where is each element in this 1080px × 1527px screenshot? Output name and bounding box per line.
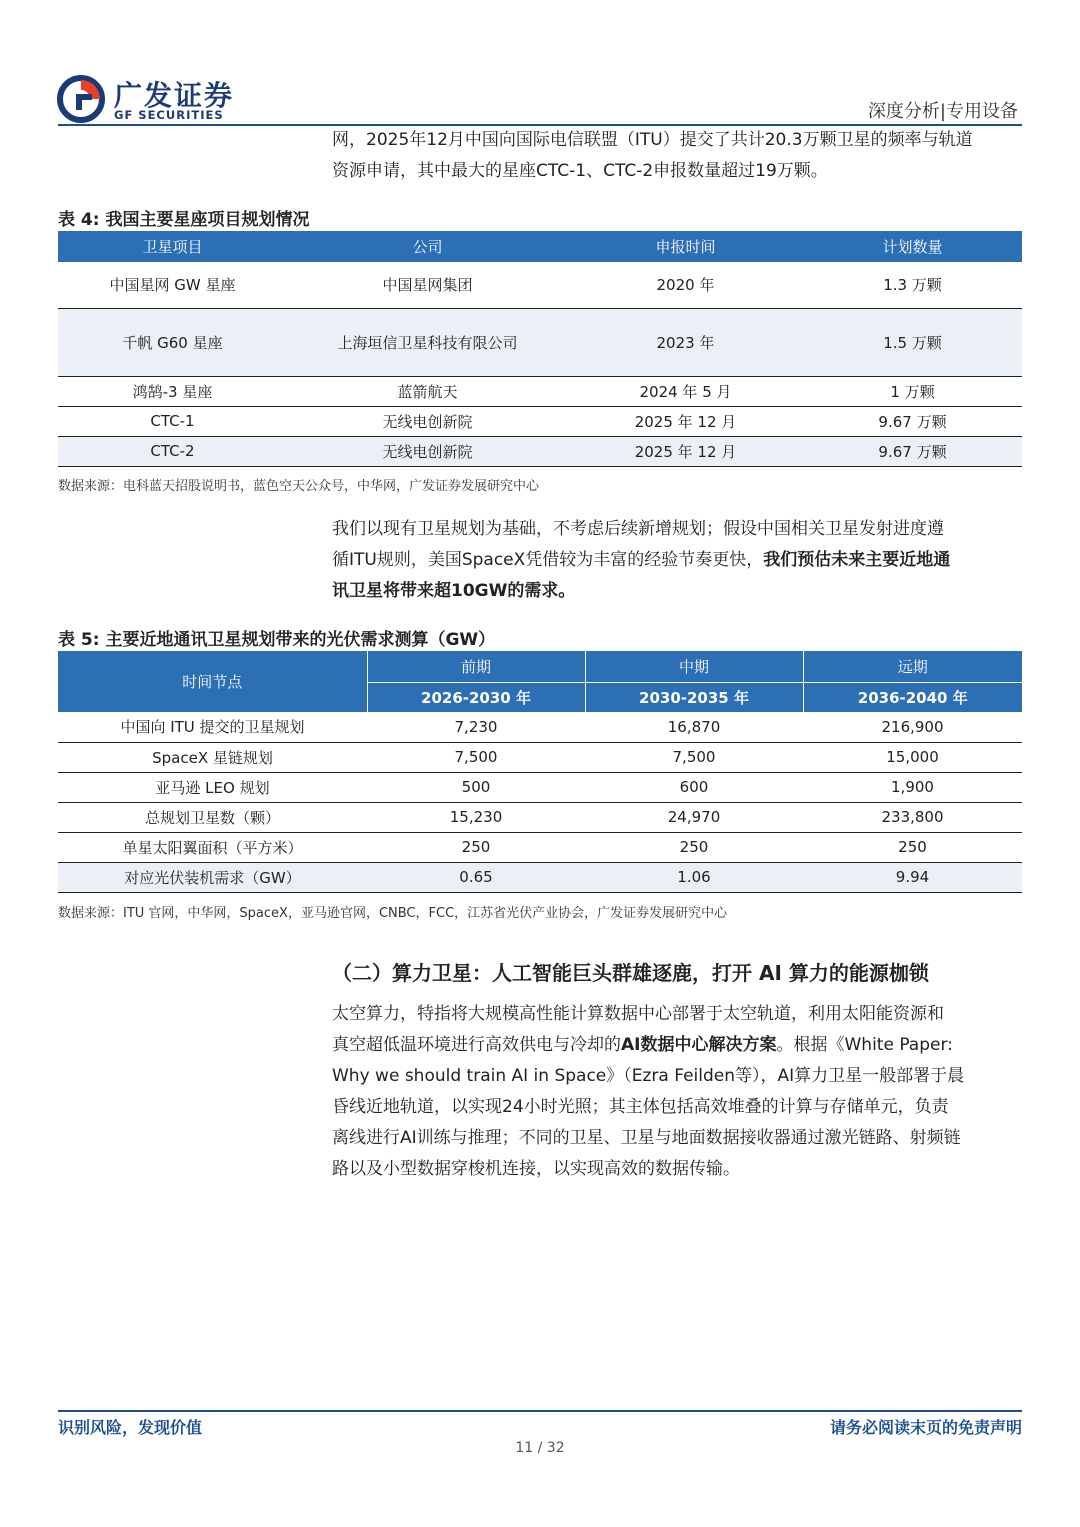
table-row bbox=[58, 308, 1022, 376]
intro-line-2: 资源申请，其中最大的星座CTC-1、CTC-2申报数量超过19万颗。 bbox=[332, 161, 828, 181]
table-cell: 无线电创新院 bbox=[382, 442, 473, 461]
report-category: 深度分析|专用设备 bbox=[867, 101, 1018, 122]
table-cell: 1,900 bbox=[891, 778, 934, 796]
table-row bbox=[58, 832, 1022, 862]
intro-paragraph bbox=[332, 125, 1022, 187]
table5-period-header: 2030-2035 年 bbox=[585, 682, 803, 712]
table-cell: 233,800 bbox=[881, 808, 944, 826]
table5-group-header: 前期 bbox=[367, 651, 585, 682]
table5-header-time: 时间节点 bbox=[58, 651, 367, 712]
table-cell: 250 bbox=[679, 838, 709, 856]
table5-period-header: 2036-2040 年 bbox=[803, 682, 1022, 712]
section-line-5: 离线进行AI训练与推理；不同的卫星、卫星与地面数据接收器通过激光链路、射频链 bbox=[332, 1128, 961, 1148]
table4-header-cell: 卫星项目 bbox=[58, 231, 287, 262]
table-row bbox=[58, 262, 1022, 308]
table5-caption: 表 5: 主要近地通讯卫星规划带来的光伏需求测算（GW） bbox=[58, 630, 496, 650]
table-cell: 16,870 bbox=[667, 717, 721, 736]
table-row bbox=[58, 376, 1022, 406]
table-cell: 9.67 万颗 bbox=[878, 412, 947, 431]
logo-text-cn: 广发证券 bbox=[114, 79, 235, 112]
table-cell: 600 bbox=[679, 778, 709, 796]
table-cell: 中国向 ITU 提交的卫星规划 bbox=[120, 718, 305, 737]
table-cell: 250 bbox=[461, 838, 491, 856]
table-row bbox=[58, 742, 1022, 772]
table-row bbox=[58, 406, 1022, 436]
section-line-2 bbox=[332, 1030, 1022, 1061]
table-cell: 7,230 bbox=[454, 717, 498, 736]
table-cell: 对应光伏装机需求（GW） bbox=[124, 868, 301, 887]
footer-divider bbox=[58, 1410, 1022, 1412]
estimate-text: 循ITU规则，美国SpaceX凭借较为丰富的经验节奏更快， bbox=[332, 550, 764, 570]
footer-disclaimer: 请务必阅读末页的免责声明 bbox=[829, 1418, 1022, 1437]
table-cell: 24,970 bbox=[667, 808, 721, 826]
table-cell: 1.06 bbox=[677, 868, 711, 886]
table-cell: 单星太阳翼面积（平方米） bbox=[122, 838, 303, 857]
table-cell: 500 bbox=[461, 778, 491, 796]
table-cell: 亚马逊 LEO 规划 bbox=[155, 778, 270, 797]
intro-line-1: 网，2025年12月中国向国际电信联盟（ITU）提交了共计20.3万颗卫星的频率与轨道 bbox=[332, 130, 973, 150]
table-cell: 上海垣信卫星科技有限公司 bbox=[337, 333, 518, 352]
table-cell: 2023 年 bbox=[656, 333, 715, 352]
table-cell: 中国星网集团 bbox=[382, 276, 473, 295]
table-cell: 250 bbox=[898, 838, 927, 856]
table-cell: 7,500 bbox=[672, 748, 716, 766]
table-cell: 15,000 bbox=[886, 748, 939, 766]
table-cell: 2025 年 12 月 bbox=[634, 442, 737, 461]
table5-source: 数据来源：ITU 官网，中华网，SpaceX，亚马逊官网，CNBC，FCC，江苏省光伏产业协会，广发证券发展研究中心 bbox=[58, 906, 728, 921]
table-cell: 2020 年 bbox=[656, 276, 715, 295]
table4-source: 数据来源：电科蓝天招股说明书，蓝色空天公众号，中华网，广发证券发展研究中心 bbox=[58, 479, 540, 494]
gf-logo-icon bbox=[56, 74, 106, 124]
table-cell: 总规划卫星数（颗） bbox=[144, 808, 280, 827]
table-cell: 鸿鹄-3 星座 bbox=[132, 382, 213, 401]
estimate-line-3: 讯卫星将带来超10GW的需求。 bbox=[332, 581, 576, 601]
section-line-1: 太空算力，特指将大规模高性能计算数据中心部署于太空轨道，利用太阳能资源和 bbox=[332, 1004, 944, 1024]
section-paragraph bbox=[332, 999, 1022, 1185]
table5-group-header: 中期 bbox=[585, 651, 803, 682]
section-line-3: Why we should train AI in Space》（Ezra Feilden等），AI算力卫星一般部署于晨 bbox=[332, 1066, 965, 1086]
table-cell: 千帆 G60 星座 bbox=[122, 333, 223, 352]
table-cell: CTC-1 bbox=[150, 412, 195, 430]
table-cell: 蓝箭航天 bbox=[397, 382, 458, 401]
table4-header-cell: 公司 bbox=[287, 231, 568, 262]
logo-text-en: GF SECURITIES bbox=[114, 108, 224, 122]
company-logo bbox=[56, 72, 236, 128]
section-highlight: AI数据中心解决方案 bbox=[621, 1035, 777, 1055]
table5 bbox=[58, 651, 1022, 893]
table-cell: 1.3 万颗 bbox=[883, 276, 942, 295]
table4-header-cell: 申报时间 bbox=[568, 231, 803, 262]
table-cell: 无线电创新院 bbox=[382, 412, 473, 431]
table4 bbox=[58, 231, 1022, 467]
table-row bbox=[58, 802, 1022, 832]
table-cell: 9.94 bbox=[895, 868, 930, 886]
table-row bbox=[58, 712, 1022, 742]
section-heading: （二）算力卫星：人工智能巨头群雄逐鹿，打开 AI 算力的能源枷锁 bbox=[332, 961, 929, 985]
table-cell: SpaceX 星链规划 bbox=[152, 748, 273, 767]
section-text: 。根据《White Paper: bbox=[776, 1035, 953, 1055]
estimate-line-2 bbox=[332, 545, 1022, 576]
table5-period-header: 2026-2030 年 bbox=[367, 682, 585, 712]
table-cell: 0.65 bbox=[459, 868, 493, 886]
table-cell: 216,900 bbox=[881, 717, 944, 736]
table-cell: 2024 年 5 月 bbox=[639, 382, 732, 401]
estimate-highlight: 我们预估未来主要近地通 bbox=[763, 550, 951, 570]
section-text: 真空超低温环境进行高效供电与冷却的 bbox=[332, 1035, 621, 1055]
estimate-line-1: 我们以现有卫星规划为基础，不考虑后续新增规划；假设中国相关卫星发射进度遵 bbox=[332, 519, 944, 539]
table-row bbox=[58, 862, 1022, 892]
table-cell: 15,230 bbox=[449, 808, 503, 826]
page-number: 11 / 32 bbox=[515, 1440, 565, 1456]
table-cell: 1.5 万颗 bbox=[883, 333, 942, 352]
table-row bbox=[58, 436, 1022, 466]
table-cell: 中国星网 GW 星座 bbox=[109, 276, 236, 295]
section-line-4: 昏线近地轨道，以实现24小时光照；其主体包括高效堆叠的计算与存储单元，负责 bbox=[332, 1097, 949, 1117]
table-cell: CTC-2 bbox=[150, 442, 195, 460]
table5-group-header: 远期 bbox=[803, 651, 1022, 682]
estimate-paragraph bbox=[332, 514, 1022, 607]
table4-header-cell: 计划数量 bbox=[803, 231, 1022, 262]
section-line-6: 路以及小型数据穿梭机连接，以实现高效的数据传输。 bbox=[332, 1159, 740, 1179]
footer-slogan: 识别风险，发现价值 bbox=[58, 1418, 203, 1437]
table-cell: 9.67 万颗 bbox=[878, 442, 947, 461]
table-cell: 1 万颗 bbox=[890, 382, 935, 401]
table-row bbox=[58, 772, 1022, 802]
table-cell: 2025 年 12 月 bbox=[634, 412, 737, 431]
table-cell: 7,500 bbox=[454, 748, 498, 766]
table4-caption: 表 4: 我国主要星座项目规划情况 bbox=[58, 210, 310, 230]
